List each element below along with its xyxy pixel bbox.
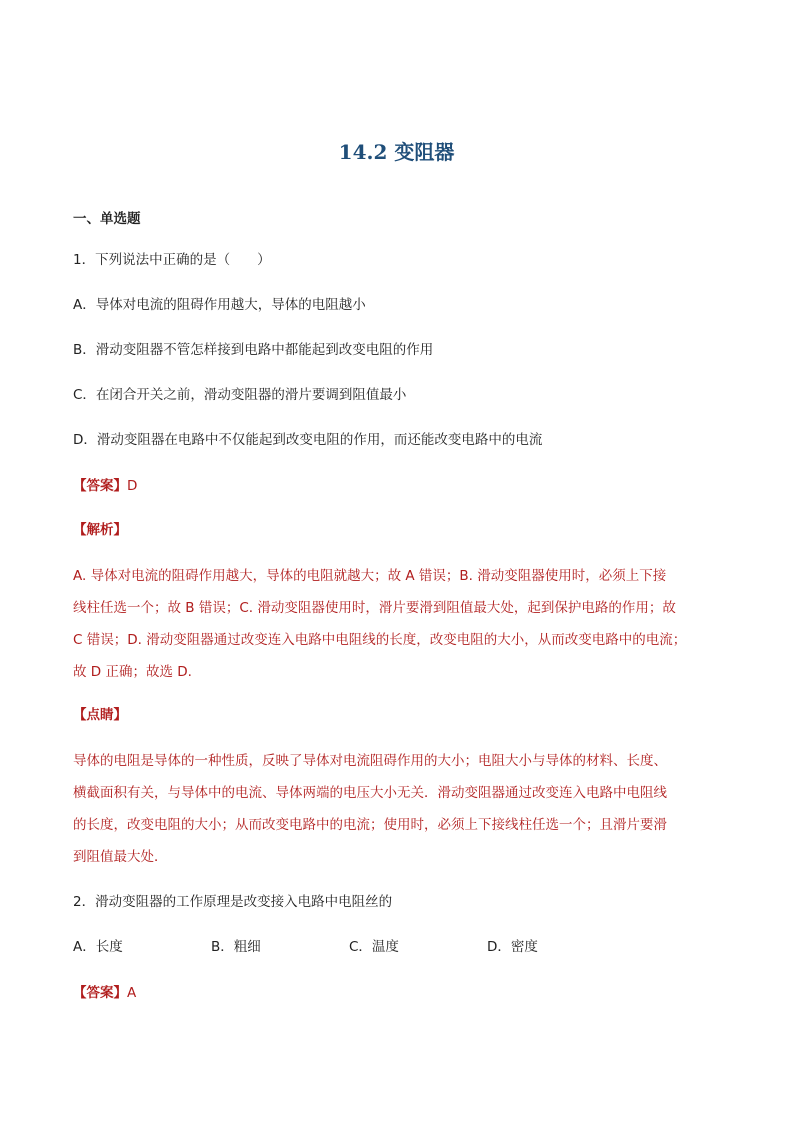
comment-line: 的长度，改变电阻的大小；从而改变电路中的电流；使用时，必须上下接线柱任选一个；且滑片要滑 (73, 817, 667, 833)
comment-line: 到阻值最大处． (73, 849, 168, 865)
question-1-option-d: D．滑动变阻器在电路中不仅能起到改变电阻的作用，而还能改变电路中的电流 (73, 432, 543, 448)
question-1-option-c: C．在闭合开关之前，滑动变阻器的滑片要调到阻值最小 (73, 387, 407, 403)
question-2-answer (73, 984, 723, 1003)
analysis-line: C 错误；D. 滑动变阻器通过改变连入电路中电阻线的长度，改变电阻的大小，从而改变电路中的电流； (73, 632, 687, 648)
question-2-option-c: C．温度 (349, 939, 399, 955)
answer-label: 【答案】 (73, 985, 127, 1001)
question-1-analysis-label: 【解析】 (73, 522, 127, 538)
analysis-line: A. 导体对电流的阻碍作用越大，导体的电阻就越大；故 A 错误；B. 滑动变阻器使用时，必须上下接 (73, 568, 667, 584)
question-2-option-d: D．密度 (487, 939, 538, 955)
question-1-stem: 1．下列说法中正确的是（ ） (73, 252, 271, 268)
answer-label: 【答案】 (73, 478, 127, 494)
question-1-comment (73, 745, 723, 873)
question-2-options (73, 938, 723, 957)
comment-line: 横截面积有关，与导体中的电流、导体两端的电压大小无关．滑动变阻器通过改变连入电路中电阻线 (73, 785, 667, 801)
answer-value: D (127, 478, 138, 494)
question-2-option-a: A．长度 (73, 939, 123, 955)
analysis-line: 故 D 正确；故选 D. (73, 664, 192, 680)
page-title: 14.2 变阻器 (338, 140, 455, 164)
question-1-option-a: A．导体对电流的阻碍作用越大，导体的电阻越小 (73, 297, 366, 313)
answer-value: A (127, 985, 137, 1001)
analysis-line: 线柱任选一个；故 B 错误；C. 滑动变阻器使用时，滑片要滑到阻值最大处，起到保护电路的作用；故 (73, 600, 676, 616)
question-2-stem: 2．滑动变阻器的工作原理是改变接入电路中电阻丝的 (73, 894, 393, 910)
question-1-answer (73, 477, 723, 496)
question-2-option-b: B．粗细 (211, 939, 261, 955)
question-1-option-b: B．滑动变阻器不管怎样接到电路中都能起到改变电阻的作用 (73, 342, 434, 358)
section-heading: 一、单选题 (73, 211, 141, 227)
comment-line: 导体的电阻是导体的一种性质，反映了导体对电流阻碍作用的大小；电阻大小与导体的材料、长度、 (73, 753, 667, 769)
question-1-analysis (73, 560, 723, 688)
question-1-comment-label: 【点睛】 (73, 707, 127, 723)
